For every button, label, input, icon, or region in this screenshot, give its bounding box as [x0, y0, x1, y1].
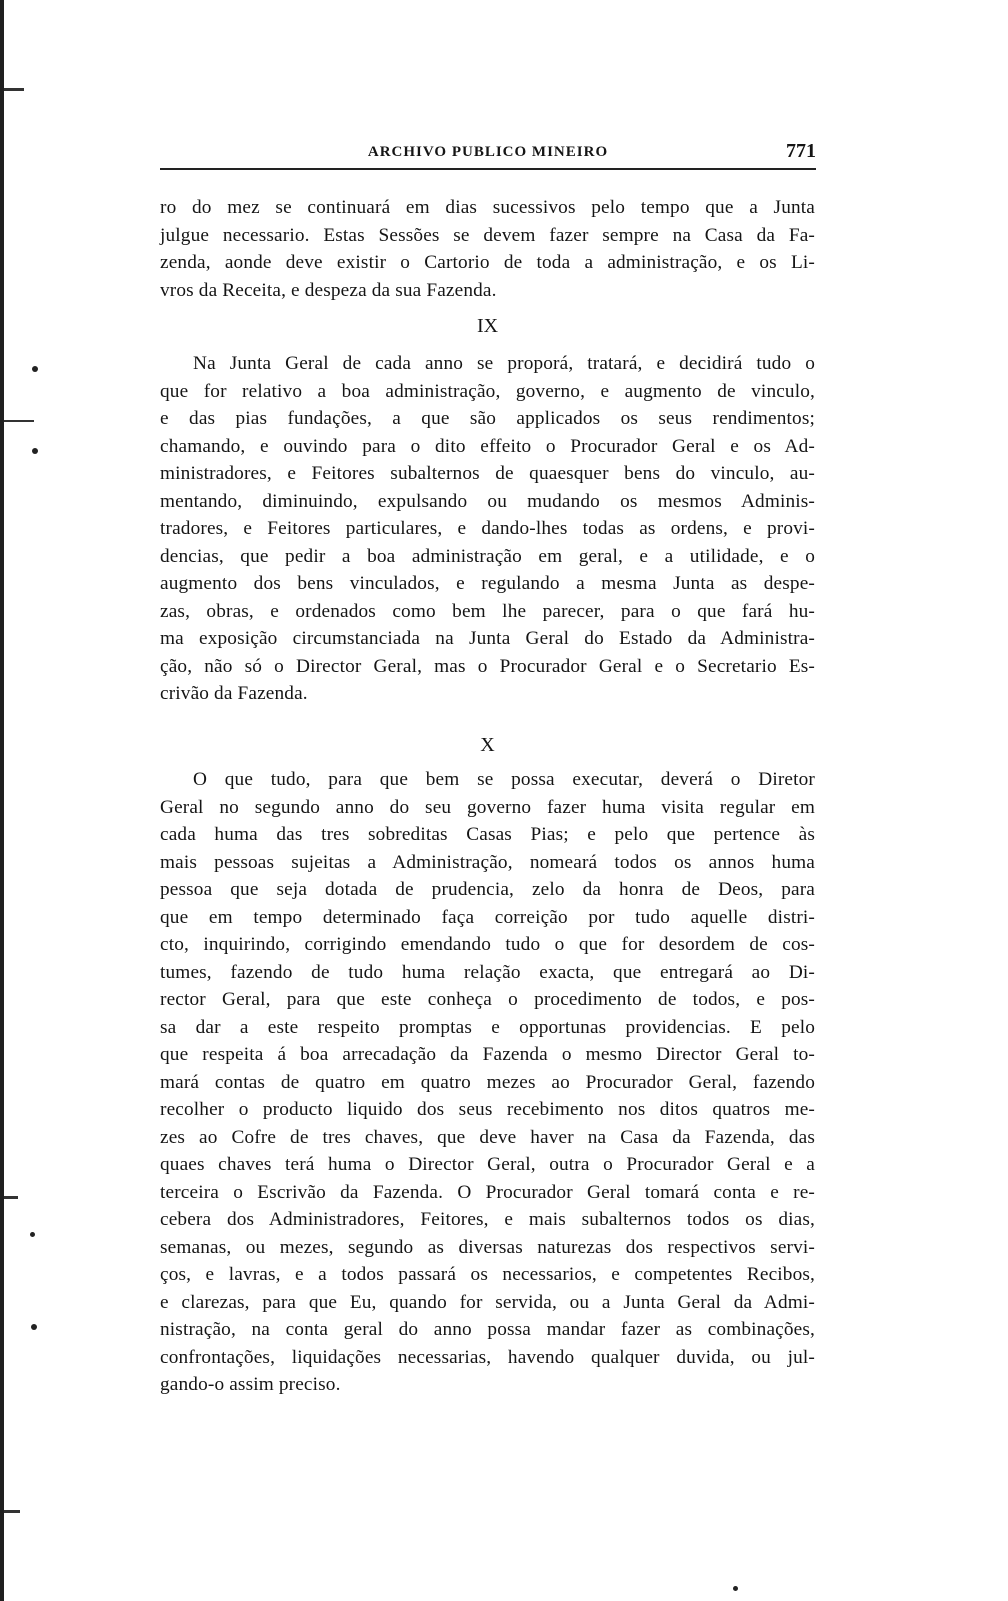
text-line: quaes chaves terá huma o Director Geral, outra o Procurador Geral e a — [160, 1154, 815, 1175]
text-line: cada huma das tres sobreditas Casas Pias; e pelo que pertence às — [160, 824, 815, 845]
scan-speck — [32, 366, 38, 372]
scan-edge-mark — [4, 1510, 20, 1513]
text-line: que em tempo determinado faça correição por tudo aquelle distri- — [160, 906, 815, 928]
text-line: que respeita á boa arrecadação da Fazenda o mesmo Director Geral to- — [160, 1044, 815, 1065]
scan-edge-mark — [4, 88, 24, 91]
header-rule — [160, 168, 816, 170]
text-line: zas, obras, e ordenados como bem lhe parecer, para o que fará hu- — [160, 600, 815, 622]
header-title: ARCHIVO PUBLICO MINEIRO — [367, 144, 609, 160]
text-line: semanas, ou mezes, segundo as diversas naturezas dos respectivos servi- — [160, 1236, 815, 1258]
scan-speck — [31, 1324, 37, 1330]
text-line: crivão da Fazenda. — [160, 683, 308, 704]
text-line: zes ao Cofre de tres chaves, que deve haver na Casa da Fazenda, das — [160, 1126, 815, 1148]
text-line: cebera dos Administradores, Feitores, e mais subalternos todos os dias, — [160, 1209, 815, 1230]
text-line: e clarezas, para que Eu, quando for servida, ou a Junta Geral da Admi- — [160, 1291, 815, 1313]
text-line: dencias, que pedir a boa administração em geral, e a utilidade, e o — [160, 545, 815, 567]
text-line: terceira o Escrivão da Fazenda. O Procurador Geral tomará conta e re- — [160, 1181, 815, 1203]
text-line: nistração, na conta geral do anno possa mandar fazer as combinações, — [160, 1319, 815, 1340]
text-line: rector Geral, para que este conheça o procedimento de todos, e pos- — [160, 989, 815, 1010]
text-line: chamando, e ouvindo para o dito effeito o Procurador Geral e os Ad- — [160, 435, 815, 457]
text-line: mará contas de quatro em quatro mezes ao Procurador Geral, fazendo — [160, 1071, 815, 1093]
text-line: mais pessoas sujeitas a Administração, nomeará todos os annos huma — [160, 851, 815, 873]
text-line: mentando, diminuindo, expulsando ou mudando os mesmos Adminis- — [160, 490, 815, 512]
scan-edge-line — [0, 0, 4, 1601]
scan-speck — [30, 1232, 35, 1237]
text-line: Geral no segundo anno do seu governo fazer huma visita regular em — [160, 796, 815, 818]
scan-speck — [733, 1586, 738, 1591]
text-line: gando-o assim preciso. — [160, 1374, 341, 1395]
running-header — [160, 140, 816, 172]
text-line: vros da Receita, e despeza da sua Fazenda. — [160, 279, 497, 301]
text-line: tumes, fazendo de tudo huma relação exacta, que entregará ao Di- — [160, 961, 815, 983]
scan-speck — [32, 448, 38, 454]
text-line: julgue necessario. Estas Sessões se devem fazer sempre na Casa da Fa- — [160, 224, 815, 246]
text-line: cto, inquirindo, corrigindo emendando tudo o que for desordem de cos- — [160, 934, 815, 955]
text-line: e das pias fundações, a que são applicados os seus rendimentos; — [160, 408, 815, 429]
scan-edge-mark — [4, 420, 34, 422]
text-line: ma exposição circumstanciada na Junta Geral do Estado da Administra- — [160, 628, 815, 649]
text-line: ção, não só o Director Geral, mas o Procurador Geral e o Secretario Es- — [160, 655, 815, 677]
text-line: Na Junta Geral de cada anno se proporá, tratará, e decidirá tudo o — [193, 353, 815, 374]
paragraph-section-x — [160, 766, 815, 1399]
text-line: ços, e lavras, e a todos passará os necessarios, e competentes Recibos, — [160, 1264, 815, 1285]
text-line: augmento dos bens vinculados, e regulando a mesma Junta as despe- — [160, 573, 815, 594]
page-number: 771 — [786, 140, 816, 162]
text-line: zenda, aonde deve existir o Cartorio de toda a administração, e os Li- — [160, 252, 815, 273]
paragraph-intro — [160, 194, 815, 304]
text-line: sa dar a este respeito promptas e opportunas providencias. E pelo — [160, 1016, 815, 1038]
text-line: que for relativo a boa administração, governo, e augmento de vinculo, — [160, 380, 815, 402]
text-line: recolher o producto liquido dos seus recebimento nos ditos quatros me- — [160, 1099, 815, 1120]
text-line: ro do mez se continuará em dias sucessivos pelo tempo que a Junta — [160, 197, 815, 218]
text-line: confrontações, liquidações necessarias, havendo qualquer duvida, ou jul- — [160, 1346, 815, 1368]
paragraph-section-ix — [160, 350, 815, 708]
section-number-ix: IX — [476, 315, 499, 337]
scan-edge-mark — [4, 1196, 18, 1199]
text-line: O que tudo, para que bem se possa executar, deverá o Diretor — [193, 769, 815, 790]
text-line: ministradores, e Feitores subalternos de quaesquer bens do vinculo, au- — [160, 463, 815, 484]
section-number-x: X — [480, 734, 495, 756]
text-line: pessoa que seja dotada de prudencia, zelo da honra de Deos, para — [160, 879, 815, 900]
text-line: tradores, e Feitores particulares, e dando-lhes todas as ordens, e provi- — [160, 518, 815, 539]
